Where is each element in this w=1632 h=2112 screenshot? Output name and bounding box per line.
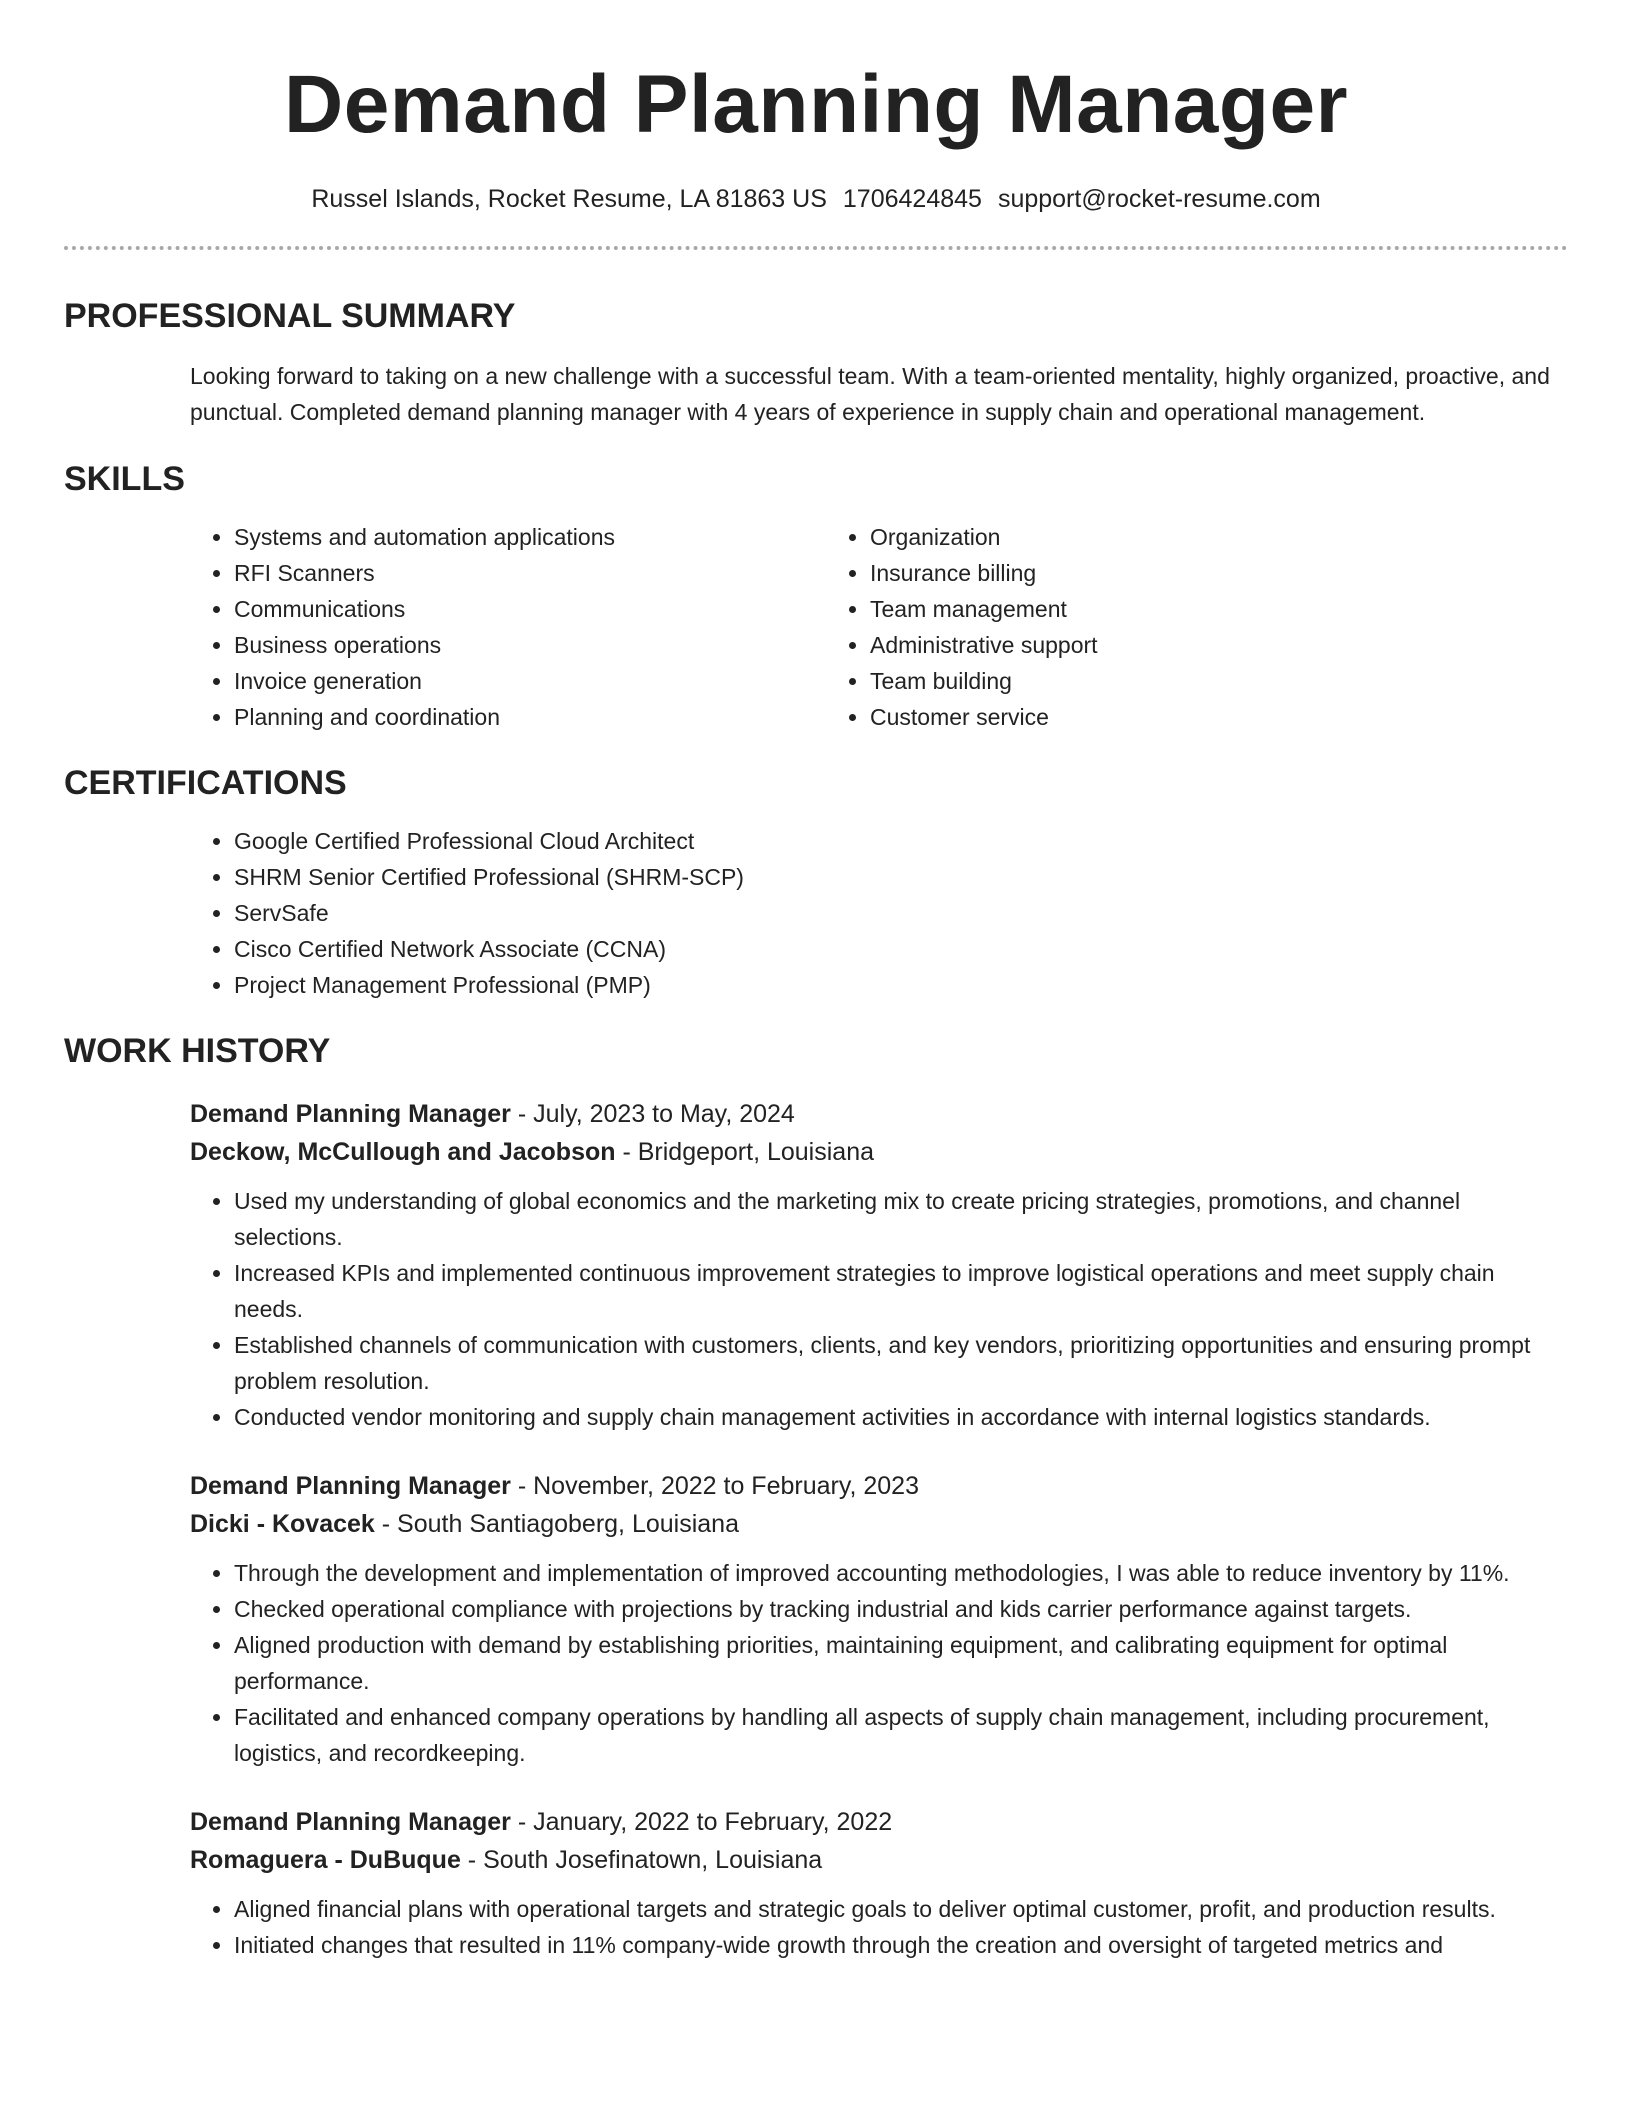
job-entry xyxy=(190,1803,1568,1963)
certification-item: • Google Certified Professional Cloud Architect xyxy=(234,823,1568,859)
job-bullet: • Aligned production with demand by establishing priorities, maintaining equipment, and calibrating equipment for optimal performance. xyxy=(234,1627,1568,1699)
job-bullet: • Established channels of communication with customers, clients, and key vendors, prioritizing opportunities and ensuring prompt problem resolution. xyxy=(234,1327,1568,1399)
job-company: Dicki - Kovacek xyxy=(190,1510,375,1538)
job-location: - South Josefinatown, Louisiana xyxy=(460,1846,823,1874)
job-location: - South Santiagoberg, Louisiana xyxy=(374,1510,739,1538)
section-title-skills: SKILLS xyxy=(64,460,185,498)
job-bullet: • Conducted vendor monitoring and supply chain management activities in accordance with internal logistics standards. xyxy=(234,1399,1568,1435)
certification-item: • ServSafe xyxy=(234,895,1568,931)
job-bullet: • Used my understanding of global economics and the marketing mix to create pricing strategies, promotions, and channel selections. xyxy=(234,1183,1568,1255)
section-title-work-history: WORK HISTORY xyxy=(64,1032,331,1070)
skills-column-left xyxy=(190,519,826,735)
skill-item: • Invoice generation xyxy=(234,663,826,699)
job-dates: - July, 2023 to May, 2024 xyxy=(510,1100,795,1128)
job-role: Demand Planning Manager xyxy=(190,1472,511,1500)
job-entry xyxy=(190,1467,1568,1771)
job-company-line xyxy=(190,1505,1568,1543)
summary-text: Looking forward to taking on a new challenge with a successful team. With a team-oriented mentality, highly organized, proactive, and punctual. Completed demand planning manager with 4 years of experience in supply chain and operational management. xyxy=(190,363,1550,425)
skills-grid xyxy=(190,519,1568,735)
skill-item: • Business operations xyxy=(234,627,826,663)
job-role: Demand Planning Manager xyxy=(190,1100,511,1128)
job-bullet: • Increased KPIs and implemented continuous improvement strategies to improve logistical operations and meet supply chain needs. xyxy=(234,1255,1568,1327)
skill-item: • Organization xyxy=(870,519,1098,555)
job-bullet: • Aligned financial plans with operational targets and strategic goals to deliver optimal customer, profit, and production results. xyxy=(234,1891,1568,1927)
job-title-line xyxy=(190,1467,1568,1505)
job-bullet: • Facilitated and enhanced company operations by handling all aspects of supply chain management, including procurement, logistics, and recordkeeping. xyxy=(234,1699,1568,1771)
job-company-line xyxy=(190,1841,1568,1879)
contact-line xyxy=(64,182,1568,216)
job-dates: - January, 2022 to February, 2022 xyxy=(510,1808,893,1836)
skill-item: • Team building xyxy=(870,663,1098,699)
contact-email: support@rocket-resume.com xyxy=(997,185,1321,213)
job-company: Deckow, McCullough and Jacobson xyxy=(190,1138,616,1166)
skill-item: • Planning and coordination xyxy=(234,699,826,735)
job-company: Romaguera - DuBuque xyxy=(190,1846,461,1874)
job-title-line xyxy=(190,1095,1568,1133)
certifications-list xyxy=(190,823,1568,1003)
resume-name-title: Demand Planning Manager xyxy=(283,59,1348,150)
job-company-line xyxy=(190,1133,1568,1171)
skill-item: • Insurance billing xyxy=(870,555,1098,591)
job-bullet: • Initiated changes that resulted in 11% company-wide growth through the creation and oversight of targeted metrics and xyxy=(234,1927,1568,1963)
contact-phone: 1706424845 xyxy=(842,185,982,213)
certification-item: • Cisco Certified Network Associate (CCNA) xyxy=(234,931,1568,967)
job-title-line xyxy=(190,1803,1568,1841)
section-title-summary: PROFESSIONAL SUMMARY xyxy=(64,297,516,335)
skill-item: • Customer service xyxy=(870,699,1098,735)
job-bullets xyxy=(190,1555,1568,1771)
skills-column-right xyxy=(826,519,1098,735)
certification-item: • SHRM Senior Certified Professional (SHRM-SCP) xyxy=(234,859,1568,895)
job-location: - Bridgeport, Louisiana xyxy=(615,1138,874,1166)
job-role: Demand Planning Manager xyxy=(190,1808,511,1836)
job-dates: - November, 2022 to February, 2023 xyxy=(510,1472,919,1500)
skill-item: • Team management xyxy=(870,591,1098,627)
skill-item: • Systems and automation applications xyxy=(234,519,826,555)
job-bullets xyxy=(190,1183,1568,1435)
skill-item: • Communications xyxy=(234,591,826,627)
job-entry xyxy=(190,1095,1568,1435)
certification-item: • Project Management Professional (PMP) xyxy=(234,967,1568,1003)
contact-address: Russel Islands, Rocket Resume, LA 81863 US xyxy=(311,185,827,213)
job-bullet: • Through the development and implementation of improved accounting methodologies, I was able to reduce inventory by 11%. xyxy=(234,1555,1568,1591)
job-bullet: • Checked operational compliance with projections by tracking industrial and kids carrier performance against targets. xyxy=(234,1591,1568,1627)
section-title-certifications: CERTIFICATIONS xyxy=(64,764,347,802)
skill-item: • RFI Scanners xyxy=(234,555,826,591)
header-divider xyxy=(64,246,1568,250)
skill-item: • Administrative support xyxy=(870,627,1098,663)
job-bullets xyxy=(190,1891,1568,1963)
